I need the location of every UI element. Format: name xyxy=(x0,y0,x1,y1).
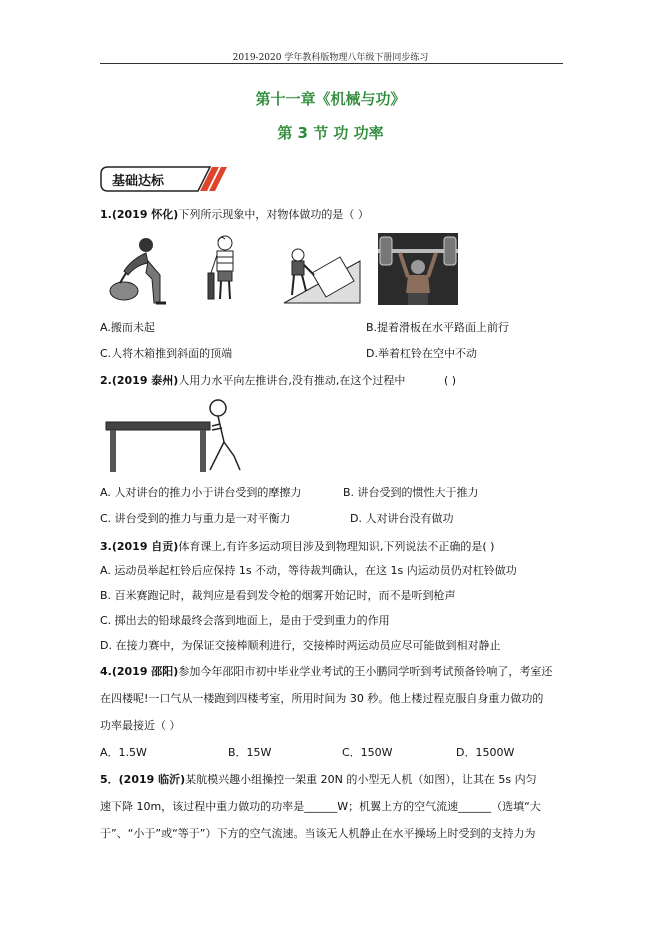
header-rule xyxy=(100,63,563,64)
question-1-option-a: A.搬而未起 xyxy=(100,321,155,334)
question-4-text-1: 参加今年邵阳市初中毕业学业考试的王小鹏同学听到考试预备铃响了，考室还 xyxy=(178,665,553,678)
question-2-blank: ( ) xyxy=(444,374,457,387)
question-5-line-2: 速下降 10m，该过程中重力做功的功率是______W；机翼上方的空气流速______（选填“大 xyxy=(100,800,541,813)
question-2-option-a: A. 人对讲台的推力小于讲台受到的摩擦力 xyxy=(100,486,302,499)
figure-a-lifting-rock xyxy=(102,233,172,305)
question-5-line-1 xyxy=(100,772,537,788)
question-5-text-1: 某航模兴趣小组操控一架重 20N 的小型无人机（如图），让其在 5s 内匀 xyxy=(185,773,537,786)
badge-label: 基础达标 xyxy=(112,174,165,189)
section-title: 第 3 节 功 功率 xyxy=(277,124,384,142)
question-3-option-b: B. 百米赛跑记时，裁判应是看到发令枪的烟雾开始记时，而不是听到枪声 xyxy=(100,589,456,602)
question-2-option-c: C. 讲台受到的推力与重力是一对平衡力 xyxy=(100,512,291,525)
question-1-number: 1.(2019 怀化) xyxy=(100,208,179,221)
question-5-line-3: 于”、“小于”或“等于”）下方的空气流速。当该无人机静止在水平操场上时受到的支持力为 xyxy=(100,827,536,840)
question-4-option-c: C．150W xyxy=(342,746,393,759)
question-4-number: 4.(2019 邵阳) xyxy=(100,665,179,678)
question-2-option-d: D. 人对讲台没有做功 xyxy=(350,512,454,525)
section-badge xyxy=(100,166,230,192)
question-3-option-d: D. 在接力赛中，为保证交接棒顺利进行，交接棒时两运动员应尽可能做到相对静止 xyxy=(100,639,501,652)
question-4-option-d: D．1500W xyxy=(456,746,515,759)
question-2-text: 人用力水平向左推讲台,没有推动,在这个过程中 xyxy=(178,374,406,387)
question-5-number: 5．(2019 临沂) xyxy=(100,773,186,786)
question-3-option-a: A. 运动员举起杠铃后应保持 1s 不动，等待裁判确认，在这 1s 内运动员仍对杠铃做功 xyxy=(100,564,517,577)
figure-c-pushing-box-up-slope xyxy=(282,233,362,305)
chapter-title: 第十一章《机械与功》 xyxy=(255,90,406,108)
question-3-number: 3.(2019 自贡) xyxy=(100,540,179,553)
page-header: 2019-2020 学年教科版物理八年级下册同步练习 xyxy=(232,53,429,63)
question-1-text: 下列所示现象中，对物体做功的是（ ） xyxy=(178,208,369,221)
question-3-text: 体育课上,有许多运动项目涉及到物理知识,下列说法不正确的是( ) xyxy=(178,540,495,553)
question-2 xyxy=(100,373,405,389)
question-3 xyxy=(100,539,494,555)
question-2-option-b: B. 讲台受到的惯性大于推力 xyxy=(343,486,479,499)
figure-d-holding-barbell xyxy=(378,233,458,305)
figure-b-carrying-skateboard xyxy=(200,233,250,305)
question-4-line-2: 在四楼呢!一口气从一楼跑到四楼考室，所用时间为 30 秒。他上楼过程克服自身重力做功的 xyxy=(100,692,544,705)
question-4-line-3: 功率最接近（ ） xyxy=(100,719,181,732)
question-3-option-c: C. 掷出去的铅球最终会落到地面上，是由于受到重力的作用 xyxy=(100,614,390,627)
question-1-option-d: D.举着杠铃在空中不动 xyxy=(366,347,477,360)
question-1-option-b: B.提着滑板在水平路面上前行 xyxy=(366,321,510,334)
question-4-line-1 xyxy=(100,664,552,680)
question-4-option-a: A．1.5W xyxy=(100,746,147,759)
question-4-option-b: B．15W xyxy=(228,746,272,759)
question-1 xyxy=(100,207,369,223)
question-1-option-c: C.人将木箱推到斜面的顶端 xyxy=(100,347,233,360)
figure-person-pushing-desk xyxy=(104,398,244,474)
question-2-number: 2.(2019 泰州) xyxy=(100,374,179,387)
